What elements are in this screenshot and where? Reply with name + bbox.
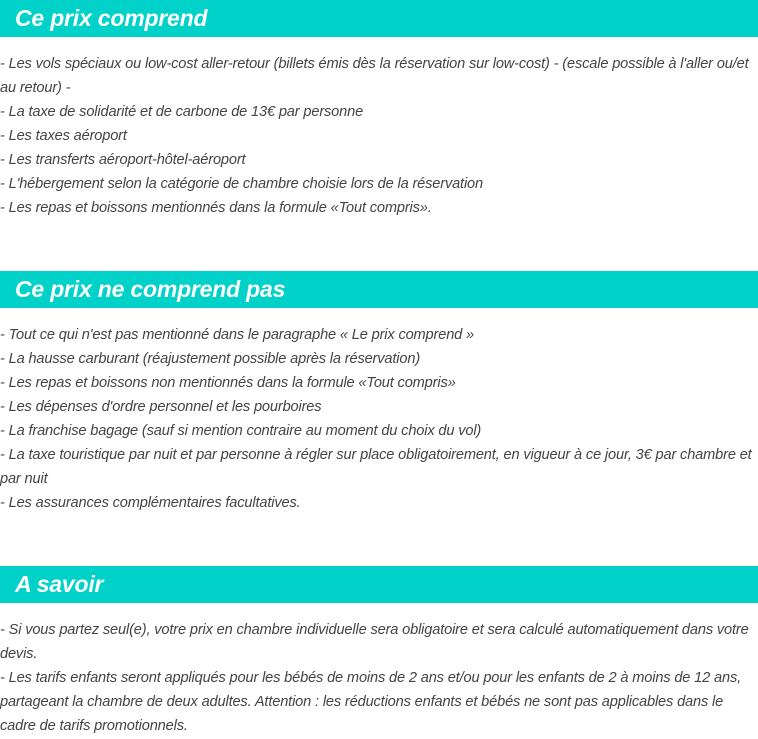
list-item: - Les tarifs enfants seront appliqués pour les bébés de moins de 2 ans et/ou pour les enfants de 2 à moins de 12 ans, partageant la chambre de deux adultes. Attention : les réductions enfants et bébés ne sont pas applicables dans le cadre de tarifs promotionnels.: [0, 670, 741, 734]
list-item: - Les assurances complémentaires facultatives.: [0, 495, 301, 511]
list-item: - Les taxes aéroport: [0, 128, 127, 144]
section-price-includes: [0, 0, 758, 220]
section-list: [0, 603, 758, 738]
list-item: - Les vols spéciaux ou low-cost aller-retour (billets émis dès la réservation sur low-cost) - (escale possible à l'aller ou/et au retour) -: [0, 56, 749, 96]
section-list: [0, 37, 758, 220]
list-item: - La taxe de solidarité et de carbone de 13€ par personne: [0, 104, 364, 120]
list-item: - Les dépenses d'ordre personnel et les pourboires: [0, 399, 322, 415]
section-price-excludes: [0, 271, 758, 515]
section-header: [0, 0, 758, 37]
list-item: - Si vous partez seul(e), votre prix en chambre individuelle sera obligatoire et sera calculé automatiquement dans votre devis.: [0, 622, 749, 662]
list-item: - Les repas et boissons mentionnés dans la formule «Tout compris».: [0, 200, 432, 216]
list-item: - Les repas et boissons non mentionnés dans la formule «Tout compris»: [0, 375, 456, 391]
list-item: - La franchise bagage (sauf si mention contraire au moment du choix du vol): [0, 423, 482, 439]
section-title: A savoir: [15, 571, 104, 597]
list-item: - L'hébergement selon la catégorie de chambre choisie lors de la réservation: [0, 176, 483, 192]
list-item: - Les transferts aéroport-hôtel-aéroport: [0, 152, 246, 168]
section-header: [0, 271, 758, 308]
section-title: Ce prix comprend: [15, 5, 208, 31]
section-list: [0, 308, 758, 515]
section-header: [0, 566, 758, 603]
list-item: - La taxe touristique par nuit et par personne à régler sur place obligatoirement, en vigueur à ce jour, 3€ par chambre et par nuit: [0, 447, 752, 487]
list-item: - La hausse carburant (réajustement possible après la réservation): [0, 351, 421, 367]
list-item: - Tout ce qui n'est pas mentionné dans le paragraphe « Le prix comprend »: [0, 327, 475, 343]
section-good-to-know: [0, 566, 758, 738]
section-title: Ce prix ne comprend pas: [15, 276, 286, 302]
